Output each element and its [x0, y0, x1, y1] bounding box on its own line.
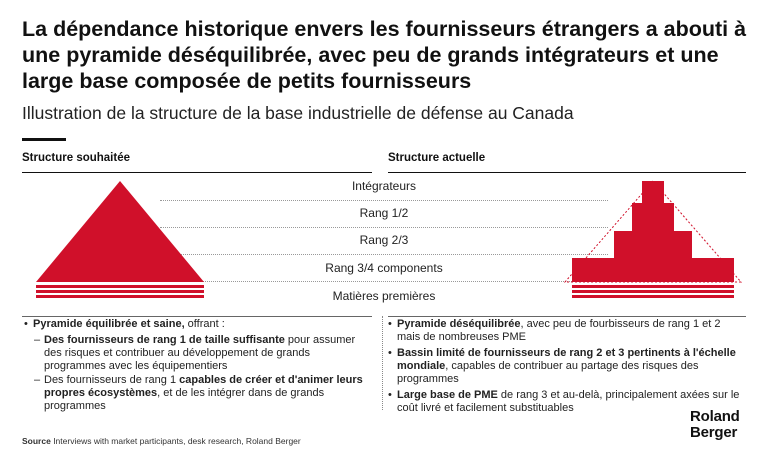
column-divider [382, 316, 383, 410]
pyramid-base-stripe [572, 285, 734, 288]
level-label-rang-1-2: Rang 1/2 [359, 206, 409, 220]
current-structure-text [388, 318, 740, 418]
list-item: • Bassin limité de fournisseurs de rang 2 et 3 pertinents à l'échelle mondiale, capables de contribuer au partage des risques des programmes [388, 347, 740, 386]
source-note: Source Interviews with market participants, desk research, Roland Berger [22, 436, 301, 446]
list-item: – Des fournisseurs de rang 1 de taille suffisante pour assumer des risques et contribuer au développement de grands programmes avec les équipementiers [24, 334, 372, 373]
pyramid-tier-rang-2-3 [614, 231, 692, 258]
level-separator [160, 254, 608, 255]
level-separator [160, 200, 608, 201]
level-label-integrateurs: Intégrateurs [351, 179, 417, 193]
pyramid-base-stripe [36, 290, 204, 293]
roland-berger-logo: Roland Berger [690, 408, 740, 441]
level-separator [160, 281, 608, 282]
level-separator [160, 227, 608, 228]
left-section-heading: Structure souhaitée [22, 152, 130, 164]
pyramid-base-stripe [36, 285, 204, 288]
page-subtitle: Illustration de la structure de la base industrielle de défense au Canada [22, 103, 574, 123]
pyramid-tier-integrators [642, 181, 664, 203]
list-item: • Pyramide équilibrée et saine, offrant : [24, 318, 372, 331]
list-item: – Des fournisseurs de rang 1 capables de créer et d'animer leurs propres écosystèmes, et de les intégrer dans de grands programmes [24, 374, 372, 413]
right-text-divider [388, 316, 746, 317]
level-label-rang-3-4: Rang 3/4 components [325, 261, 443, 275]
pyramid-tier-rang-1-2 [632, 203, 674, 231]
title-underline [22, 138, 66, 141]
balanced-pyramid-body [36, 181, 204, 282]
desired-structure-text [24, 318, 372, 414]
left-section-rule [22, 172, 372, 173]
level-label-matieres: Matières premières [332, 289, 436, 303]
pyramid-base-stripe [572, 290, 734, 293]
pyramid-tier-rang-3-4 [572, 258, 734, 282]
level-label-rang-2-3: Rang 2/3 [359, 233, 409, 247]
list-item: • Large base de PME de rang 3 et au-delà, principalement axées sur le coût livré et facilement substituables [388, 389, 740, 415]
right-section-rule [388, 172, 746, 173]
list-item: • Pyramide déséquilibrée, avec peu de fourbisseurs de rang 1 et 2 mais de nombreuses PME [388, 318, 740, 344]
unbalanced-pyramid-graphic [562, 178, 744, 302]
page-title: La dépendance historique envers les fournisseurs étrangers a abouti à une pyramide déséquilibrée, avec peu de grands intégrateurs et une large base composée de petits fournisseurs [22, 17, 747, 93]
pyramid-base-stripe [36, 295, 204, 298]
left-text-divider [22, 316, 372, 317]
right-section-heading: Structure actuelle [388, 152, 486, 164]
pyramid-base-stripe [572, 295, 734, 298]
balanced-pyramid-graphic [34, 178, 206, 302]
